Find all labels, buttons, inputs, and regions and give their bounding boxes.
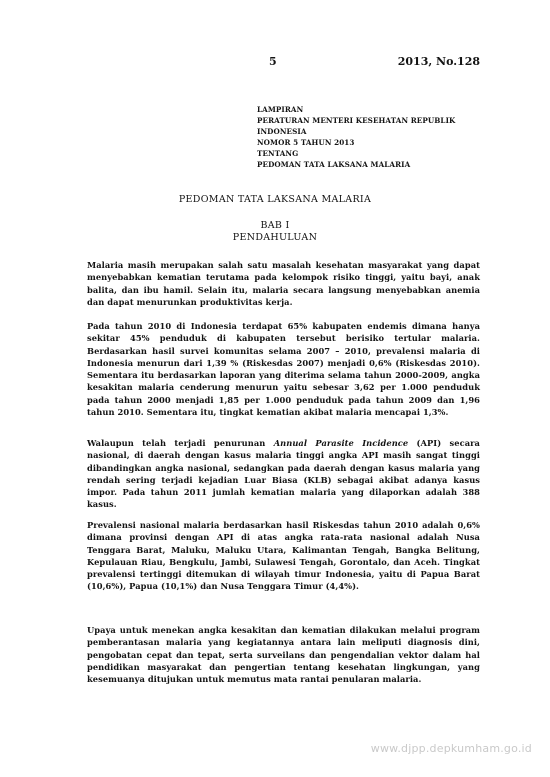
lampiran-line: PEDOMAN TATA LAKSANA MALARIA [257,160,411,169]
document-title: PEDOMAN TATA LAKSANA MALARIA [178,194,372,205]
paragraph-4: Prevalensi nasional malaria berdasarkan hasil Riskesdas tahun 2010 adalah 0,6% dimana provinsi dengan API di atas angka rata-rata nasional adalah Nusa Tenggara Barat, Maluku, Maluku Utara, Kalimantan Tengah, Bangka Belitung, Kepulauan Riau, Bengkulu, Jambi, Sulawesi Tengah, Gorontalo, dan Aceh. Tingkat prevalensi tertinggi ditemukan di wilayah timur Indonesia, yaitu di Papua Barat (10,6%), Papua (10,1%) dan Nusa Tenggara Timur (4,4%). [87,520,480,592]
paragraph-1: Malaria masih merupakan salah satu masalah kesehatan masyarakat yang dapat menyebabkan kematian terutama pada kelompok risiko tinggi, yaitu bayi, anak balita, dan ibu hamil. Selain itu, malaria secara langsung menyebabkan anemia dan dapat menurunkan produktivitas kerja. [87,260,480,307]
paragraph-5: Upaya untuk menekan angka kesakitan dan kematian dilakukan melalui program pemberantasan malaria yang kegiatannya antara lain meliputi diagnosis dini, pengobatan cepat dan tepat, serta surveilans dan pengendalian vektor dalam hal pendidikan masyarakat dan pengertian tentang kesehatan lingkungan, yang kesemuanya ditujukan untuk memutus mata rantai penularan malaria. [87,625,480,685]
paragraph-3-end: (API) secara nasional, di daerah dengan kasus malaria tinggi angka API masih sangat tinggi dibandingkan angka nasional, sedangkan pada daerah dengan kasus malaria yang rendah sering terjadi kejadian Luar Biasa (KLB) sebagai akibat adanya kasus impor. Pada tahun 2011 jumlah kematian malaria yang dilaporkan adalah 388 kasus. [87,438,480,510]
paragraph-2: Pada tahun 2010 di Indonesia terdapat 65% kabupaten endemis dimana hanya sekitar 45% penduduk di kabupaten tersebut berisiko tertular malaria. Berdasarkan hasil survei komunitas selama 2007 – 2010, prevalensi malaria di Indonesia menurun dari 1,39 % (Riskesdas 2007) menjadi 0,6% (Riskesdas 2010). Sementara itu berdasarkan laporan yang diterima selama tahun 2000-2009, angka kesakitan malaria cenderung menurun yaitu sebesar 3,62 per 1.000 penduduk pada tahun 2000 menjadi 1,85 per 1.000 penduduk pada tahun 2009 dan 1,96 tahun 2010. Sementara itu, tingkat kematian akibat malaria mencapai 1,3%. [87,321,480,418]
page-number: 5 [269,55,277,68]
lampiran-line: LAMPIRAN [257,105,304,114]
lampiran-block [257,104,497,170]
paragraph-3 [87,437,480,511]
lampiran-line: NOMOR 5 TAHUN 2013 [257,138,355,147]
lampiran-line: TENTANG [257,149,299,158]
paragraph-3-start: Walaupun telah terjadi penurunan [87,438,274,448]
lampiran-line: INDONESIA [257,127,307,136]
chapter-heading [0,220,550,244]
chapter-title: PENDAHULUAN [232,232,318,243]
lampiran-line: PERATURAN MENTERI KESEHATAN REPUBLIK [257,116,456,125]
watermark-url: www.djpp.depkumham.go.id [370,742,532,755]
issue-number: 2013, No.128 [397,55,480,68]
paragraph-3-term: Annual Parasite Incidence [273,438,409,448]
chapter-number: BAB I [260,220,290,231]
